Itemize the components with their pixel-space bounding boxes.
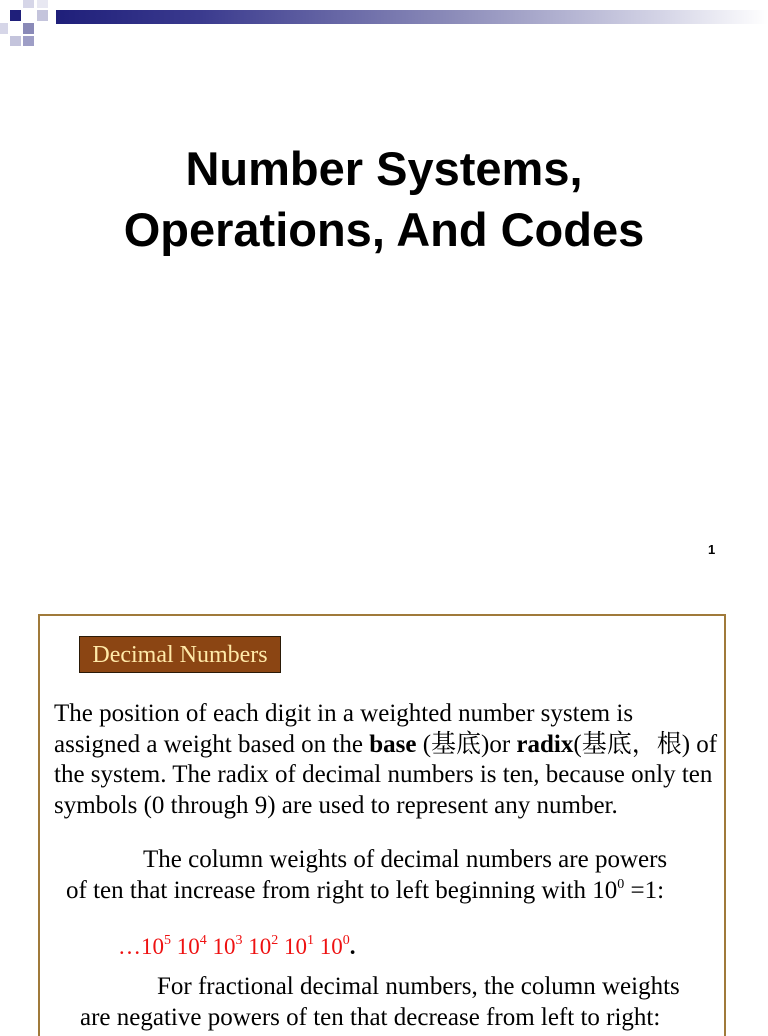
power-exp: 4 xyxy=(199,933,207,948)
decor-square xyxy=(23,36,34,46)
power-term xyxy=(284,934,314,959)
decimal-numbers-slide xyxy=(38,614,726,1036)
title-gradient-bar xyxy=(56,10,768,24)
power-term xyxy=(320,934,350,959)
slide-title-line-2: Operations, And Codes xyxy=(123,203,645,256)
para-line: are negative powers of ten that decrease from left to right: xyxy=(80,1003,661,1031)
power-term xyxy=(177,934,207,959)
decor-square xyxy=(0,23,8,34)
power-term xyxy=(141,934,171,959)
para-text: of ten that increase from right to left beginning with 10 xyxy=(66,876,618,904)
power-term xyxy=(248,934,278,959)
decor-square xyxy=(23,23,34,34)
power-base: 10 xyxy=(284,934,307,959)
power-exp: 0 xyxy=(342,933,350,948)
decor-square xyxy=(10,10,21,21)
base-term: base xyxy=(369,730,417,758)
section-label: Decimal Numbers xyxy=(79,636,281,673)
decor-square xyxy=(23,0,34,8)
weighted-system-paragraph xyxy=(54,699,722,821)
slide-title xyxy=(0,138,768,260)
power-base: 10 xyxy=(319,934,343,959)
ellipsis: … xyxy=(118,934,141,959)
radix-term: radix xyxy=(516,730,574,758)
power-exp: 1 xyxy=(307,933,314,948)
para-line: The column weights of decimal numbers are powers xyxy=(143,846,668,873)
power-base: 10 xyxy=(248,934,272,959)
decor-square xyxy=(37,10,48,21)
power-exp: 5 xyxy=(164,933,171,948)
para-line xyxy=(66,877,664,904)
power-base: 10 xyxy=(176,934,200,959)
para-text: (基底，根) of the system. The radix of decimal numbers is ten, because only ten symbols (0 through 9) are used to represent any number. xyxy=(54,730,718,819)
power-exp: 3 xyxy=(235,933,243,948)
decor-square xyxy=(10,36,21,46)
power-term xyxy=(213,934,243,959)
powers-of-ten-sequence xyxy=(118,934,356,960)
decor-square xyxy=(37,0,48,8)
power-base: 10 xyxy=(212,934,236,959)
para-line: For fractional decimal numbers, the column weights xyxy=(157,973,680,1000)
slide-title-line-1: Number Systems, xyxy=(185,142,583,195)
para-text: =1: xyxy=(624,876,665,904)
column-weights-paragraph xyxy=(66,845,722,906)
power-base: 10 xyxy=(141,934,164,959)
sequence-end: . xyxy=(349,934,356,959)
slide-number: 1 xyxy=(708,542,716,557)
para-text: (基底)or xyxy=(416,730,517,758)
exponent: 0 xyxy=(617,876,625,892)
para-text: The position of each digit in a weighted number system is assigned a weight based on the xyxy=(54,700,634,758)
power-exp: 2 xyxy=(271,933,279,948)
